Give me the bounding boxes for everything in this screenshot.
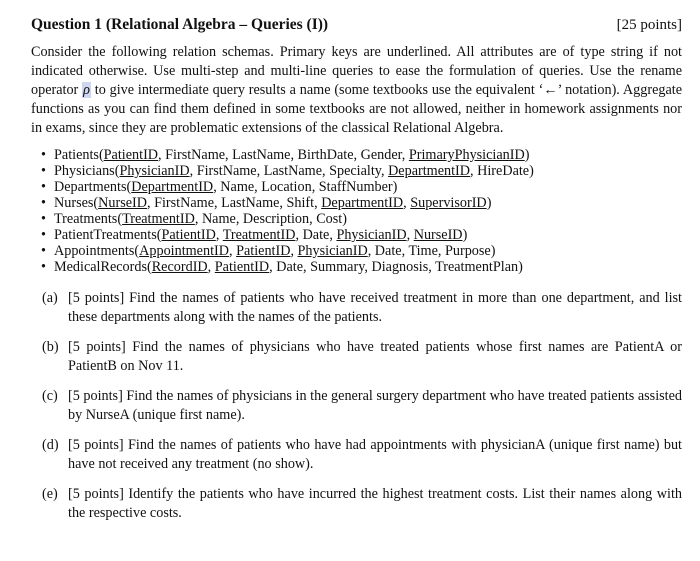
sub-question-text: [5 points] Find the names of physicians in the general surgery department who have treated patients assisted by NurseA (unique first name). [68, 388, 682, 423]
question-points: [25 points] [616, 17, 682, 33]
schema-key-attribute: AppointmentID [139, 243, 229, 259]
schema-item: • PatientTreatments(PatientID, TreatmentID, Date, PhysicianID, NurseID) [41, 227, 468, 243]
schema-attribute: Shift [286, 195, 315, 211]
sub-question-label: (e) [42, 486, 58, 502]
schema-key-attribute: PhysicianID [119, 163, 190, 179]
bullet-icon: • [41, 259, 46, 275]
schema-attribute: BirthDate [297, 147, 354, 163]
schema-attribute: Date [374, 243, 402, 259]
question-header [31, 16, 682, 34]
schema-attribute: HireDate [477, 163, 530, 179]
sub-question [31, 289, 682, 327]
intro-text-2: to give intermediate query results a name (some textbooks use the equivalent ‘←’ notation). Aggregate functions as you can find them defined in some textbooks are not allowed, neither in homework assignments nor in exams, since they are problematic extensions of the classical Relational Algebra. [31, 82, 682, 136]
sub-question-label: (d) [42, 437, 59, 453]
schema-attribute: Name [220, 179, 255, 195]
sub-questions [31, 289, 682, 523]
sub-question [31, 338, 682, 376]
schema-attribute: Specialty [329, 163, 381, 179]
schema-attribute: FirstName [154, 195, 214, 211]
schema-name: Appointments [54, 243, 135, 259]
schema-attribute: Name [201, 211, 236, 227]
schema-item: • Appointments(AppointmentID, PatientID, PhysicianID, Date, Time, Purpose) [41, 243, 496, 259]
schema-attribute: Gender [360, 147, 402, 163]
sub-question-text: [5 points] Find the names of patients who have received treatment in more than one department, and list these departments along with the names of the patients. [68, 290, 682, 325]
schema-attribute: TreatmentPlan [435, 259, 519, 275]
sub-question-label: (b) [42, 339, 59, 355]
schema-name: Departments [54, 179, 127, 195]
bullet-icon: • [41, 195, 46, 211]
schema-list [31, 147, 682, 275]
bullet-icon: • [41, 243, 46, 259]
schema-key-attribute: DepartmentID [131, 179, 214, 195]
schema-attribute: LastName [232, 147, 291, 163]
schema-item: • Treatments(TreatmentID, Name, Description, Cost) [41, 211, 347, 227]
bullet-icon: • [41, 163, 46, 179]
schema-key-attribute: NurseID [413, 227, 463, 243]
schema-attribute: LastName [263, 163, 322, 179]
schema-key-attribute: PrimaryPhysicianID [408, 147, 525, 163]
schema-name: Physicians [54, 163, 115, 179]
schema-key-attribute: PatientID [161, 227, 216, 243]
schema-key-attribute: PhysicianID [297, 243, 368, 259]
question-title: Question 1 (Relational Algebra – Queries (I)) [31, 16, 329, 33]
schema-attribute: Date [302, 227, 330, 243]
sub-question [31, 436, 682, 474]
sub-question-text: [5 points] Find the names of physicians who have treated patients whose first names are PatientA or PatientB on Nov 11. [68, 339, 682, 374]
sub-question-label: (a) [42, 290, 58, 306]
schema-name: MedicalRecords [54, 259, 147, 275]
schema-attribute: FirstName [196, 163, 257, 179]
schema-attribute: Date [276, 259, 304, 275]
bullet-icon: • [41, 179, 46, 195]
bullet-icon: • [41, 211, 46, 227]
schema-key-attribute: DepartmentID [321, 195, 404, 211]
schema-attribute: Description [242, 211, 310, 227]
schema-attribute: LastName [221, 195, 280, 211]
schema-attribute: FirstName [165, 147, 226, 163]
sub-question-label: (c) [42, 388, 58, 404]
schema-key-attribute: SupervisorID [410, 195, 487, 211]
schema-attribute: Cost [316, 211, 343, 227]
schema-attribute: Summary [310, 259, 365, 275]
sub-question [31, 485, 682, 523]
schema-name: Nurses [54, 195, 94, 211]
schema-key-attribute: NurseID [98, 195, 147, 211]
schema-name: PatientTreatments [54, 227, 157, 243]
schema-name: Patients [54, 147, 99, 163]
bullet-icon: • [41, 227, 46, 243]
schema-key-attribute: PatientID [236, 243, 291, 259]
schema-key-attribute: DepartmentID [388, 163, 471, 179]
sub-question-text: [5 points] Find the names of patients who have had appointments with physicianA (unique first name) but have not received any treatment (no show). [68, 437, 682, 472]
rename-operator-symbol: ρ [83, 82, 90, 98]
schema-key-attribute: TreatmentID [122, 211, 195, 227]
schema-attribute: Time [408, 243, 438, 259]
schema-item: • Departments(DepartmentID, Name, Location, StaffNumber) [41, 179, 398, 195]
schema-item: • Physicians(PhysicianID, FirstName, LastName, Specialty, DepartmentID, HireDate) [41, 163, 534, 179]
intro-paragraph [31, 43, 682, 138]
schema-item: • Patients(PatientID, FirstName, LastName, BirthDate, Gender, PrimaryPhysicianID) [41, 147, 530, 163]
schema-name: Treatments [54, 211, 118, 227]
schema-key-attribute: PatientID [103, 147, 159, 163]
schema-attribute: Purpose [444, 243, 491, 259]
schema-attribute: StaffNumber [318, 179, 393, 195]
intro-text-1: Consider the following relation schemas. Primary keys are underlined. All attributes are of type string if not indicated otherwise. Use multi-step and multi-line queries to ease the formulation of queries. Use the rename operator [31, 44, 682, 98]
sub-question [31, 387, 682, 425]
bullet-icon: • [41, 147, 46, 163]
schema-key-attribute: RecordID [151, 259, 208, 275]
schema-attribute: Location [261, 179, 312, 195]
schema-item: • MedicalRecords(RecordID, PatientID, Date, Summary, Diagnosis, TreatmentPlan) [41, 259, 523, 275]
sub-question-text: [5 points] Identify the patients who have incurred the highest treatment costs. List their names along with the respective costs. [68, 486, 682, 521]
schema-attribute: Diagnosis [371, 259, 429, 275]
schema-item: • Nurses(NurseID, FirstName, LastName, Shift, DepartmentID, SupervisorID) [41, 195, 492, 211]
schema-key-attribute: PatientID [214, 259, 270, 275]
schema-key-attribute: TreatmentID [222, 227, 296, 243]
schema-key-attribute: PhysicianID [336, 227, 407, 243]
